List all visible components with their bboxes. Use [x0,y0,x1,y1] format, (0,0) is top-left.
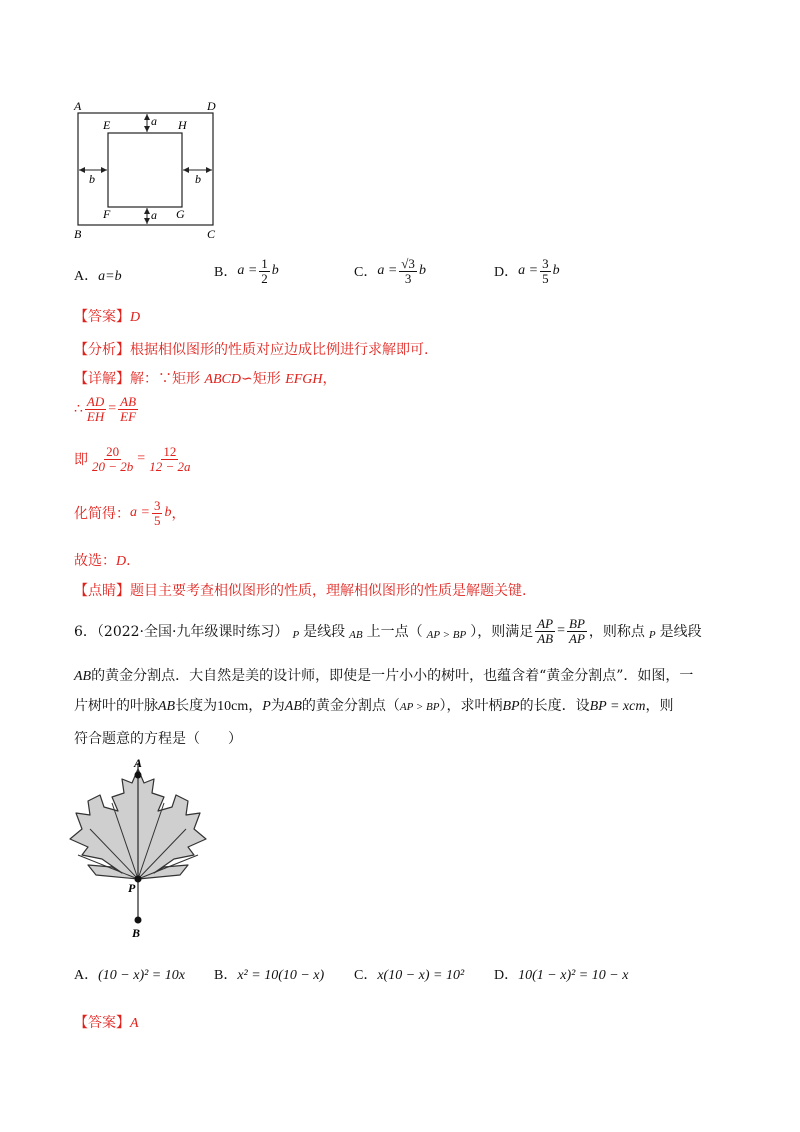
label-P-leaf: P [128,881,136,895]
q5-ratio-line: ∴ $\frac{AD}{EH}$ = $\frac{AB}{EF}$ [74,394,137,424]
q5-option-b: B． a = $\frac{1}{2}$ b [214,256,279,286]
q6-line4: 符合题意的方程是（ ） [74,731,242,747]
q5-option-a: A．a=b [74,269,122,284]
q5-simplify-line: 化简得： a = $\frac{3}{5}$ b ， [74,498,186,528]
rectangle-figure [70,98,230,243]
label-G: G [176,207,185,221]
label-B-leaf: B [132,926,141,940]
q5-answer: 【答案】D [74,309,141,325]
q6-line3: 片树叶的叶脉AB长度为10cm，P为AB的黄金分割点（AP > BP），求叶柄BP的长度．设BP = xcm，则 [74,698,674,714]
q5-ji-line: 即 $\frac{20}{20 - 2b}$ = $\frac{12}{12 - 2a}$ [74,444,191,474]
q5-option-d: D． a = $\frac{3}{5}$ b [494,256,560,286]
q5-analysis: 【分析】根据相似图形的性质对应边成比例进行求解即可. [74,342,429,358]
label-D: D [207,99,216,113]
q6-option-d: D．10(1 − x)² = 10 − x [494,968,629,983]
q5-choose: 故选：D. [74,553,131,569]
label-B: B [74,227,82,241]
label-F: F [103,207,111,221]
label-a-top: a [151,114,157,128]
q6-option-c: C．x(10 − x) = 10² [354,968,465,983]
q5-option-c: C． a = $\frac{√3}{3}$ b [354,256,426,286]
q5-comment: 【点睛】题目主要考查相似图形的性质，理解相似图形的性质是解题关键. [74,583,527,599]
label-A-leaf: A [134,756,143,770]
q6-line1: 6．（2022·全国·九年级课时练习） P 是线段 AB 上一点（ AP > BP ），则满足 $\frac{AP}{AB}$ = $\frac{BP}{AP}$ ，则称点 P 是线段 [74,616,702,646]
leaf-figure [68,755,218,945]
label-b-left: b [89,172,95,186]
q6-option-b: B．x² = 10(10 − x) [214,968,325,983]
label-a-bottom: a [151,208,157,222]
label-A: A [74,99,82,113]
q6-answer: 【答案】A [74,1015,139,1031]
q5-detail: 【详解】解：∵矩形 ABCD∽矩形 EFGH， [74,371,337,387]
label-H: H [178,118,187,132]
label-E: E [103,118,111,132]
label-C: C [207,227,216,241]
label-b-right: b [195,172,201,186]
q6-option-a: A．(10 − x)² = 10x [74,968,185,983]
q6-line2: AB的黄金分割点．大自然是美的设计师，即使是一片小小的树叶，也蕴含着“黄金分割点”．如图，一 [74,668,694,684]
